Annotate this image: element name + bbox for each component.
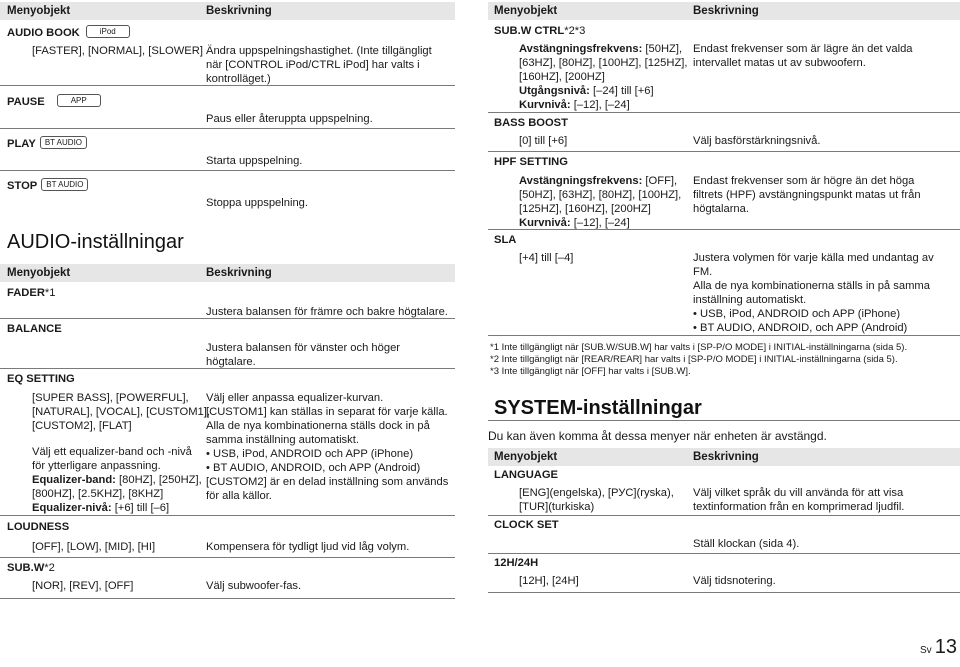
item-audio-book: AUDIO BOOK iPod (7, 25, 130, 40)
divider (0, 170, 455, 171)
clock-set-desc: Ställ klockan (sida 4). (693, 538, 800, 550)
item-pause: PAUSE APP (7, 94, 101, 109)
subw-ctrl-desc: Endast frekvenser som är lägre än det valda intervallet matas ut av subwoofern. (693, 43, 913, 69)
loudness-desc: Kompensera för tydligt ljud vid låg volym. (206, 541, 410, 553)
item-bass-boost: BASS BOOST (494, 117, 568, 129)
eq-desc: Välj eller anpassa equalizer-kurvan. [CUSTOM1] kan ställas in separat för varje källa. Alla de nya kombinationerna ställs dock in på samma inställning automatiskt. • USB, iPod, ANDROID och APP (iPhone) • BT AUDIO, ANDROID, och APP (Android) [CUSTOM2] är en delad inställning som används för alla källor. (206, 391, 456, 503)
page-footer (920, 636, 958, 658)
page-number: 13 (934, 636, 958, 658)
divider (488, 151, 960, 152)
language-desc: Välj vilket språk du vill använda för att visa textinformation från en komprimerad ljudfil. (693, 487, 905, 513)
sla-options: [+4] till [–4] (519, 252, 574, 264)
language-code: Sv (920, 645, 932, 656)
divider (488, 420, 960, 421)
divider (0, 85, 455, 86)
item-eq-setting: EQ SETTING (7, 373, 75, 385)
item-12h-24h: 12H/24H (494, 557, 539, 569)
hpf-desc: Endast frekvenser som är högre än det höga filtrets (HPF) avstängningspunkt matas ut från högtalarna. (693, 175, 921, 215)
table-header: Menyobjekt Beskrivning (488, 2, 960, 20)
table-header: Menyobjekt Beskrivning (0, 264, 455, 282)
header-menu-item: Menyobjekt (7, 5, 71, 17)
divider (0, 557, 455, 558)
divider (488, 229, 960, 230)
h24-options: [12H], [24H] (519, 575, 579, 587)
item-stop: STOP BT AUDIO (7, 178, 88, 193)
sla-desc: Justera volymen för varje källa med undantag av FM. Alla de nya kombinationerna ställs in på samma inställning automatiskt. • USB, iPod, ANDROID och APP (iPhone) • BT AUDIO, ANDROID, och APP (Android) (693, 251, 960, 335)
language-options: [ENG](engelska), [РУС](ryska), [TUR](turkiska) (519, 487, 674, 513)
item-sla: SLA (494, 234, 517, 246)
bt-audio-badge: BT AUDIO (41, 178, 88, 191)
bt-audio-badge: BT AUDIO (40, 136, 87, 149)
stop-desc: Stoppa uppspelning. (206, 197, 309, 209)
bass-boost-options: [0] till [+6] (519, 135, 568, 147)
fader-desc: Justera balansen för främre och bakre högtalare. (206, 306, 448, 318)
divider (488, 592, 960, 593)
item-language: LANGUAGE (494, 469, 559, 481)
subw-ctrl-options: Avstängningsfrekvens: [50HZ], [63HZ], [80HZ], [100HZ], [125HZ], [160HZ], [200HZ] Utgångsnivå: [–24] till [+6] Kurvnivå: [–12], [–24] (519, 43, 688, 111)
system-intro: Du kan även komma åt dessa menyer när enheten är avstängd. (488, 429, 827, 443)
divider (488, 553, 960, 554)
eq-options: [SUPER BASS], [POWERFUL], [NATURAL], [VOCAL], [CUSTOM1], [CUSTOM2], [FLAT] (32, 392, 210, 432)
table-header: Menyobjekt Beskrivning (488, 448, 960, 466)
divider (0, 598, 455, 599)
section-title-system: SYSTEM-inställningar (494, 397, 702, 419)
item-clock-set: CLOCK SET (494, 519, 559, 531)
h24-desc: Välj tidsnotering. (693, 575, 776, 587)
divider (488, 335, 960, 336)
footnotes: *1 Inte tillgängligt när [SUB.W/SUB.W] har valts i [SP-P/O MODE] i INITIAL-inställningarna (sida 5). *2 Inte tillgängligt när [REAR/REAR] har valts i [SP-P/O MODE] i INITIAL-inställningarna (sida 5). *3 Inte tillgängligt när [OFF] har valts i [SUB.W]. (490, 342, 908, 377)
divider (488, 515, 960, 516)
item-fader: FADER*1 (7, 287, 56, 299)
item-sub-w: SUB.W*2 (7, 562, 55, 574)
item-play: PLAY BT AUDIO (7, 136, 87, 151)
divider (0, 368, 455, 369)
audio-book-options: [FASTER], [NORMAL], [SLOWER] (32, 45, 203, 57)
play-desc: Starta uppspelning. (206, 155, 303, 167)
item-hpf-setting: HPF SETTING (494, 156, 568, 168)
audio-book-desc: Ändra uppspelningshastighet. (Inte tillgängligt när [CONTROL iPod/CTRL iPod] har valts i kontrolläget.) (206, 45, 432, 85)
item-sub-w-ctrl: SUB.W CTRL*2*3 (494, 25, 586, 37)
section-title-audio: AUDIO-inställningar (7, 231, 184, 253)
hpf-options: Avstängningsfrekvens: [OFF], [50HZ], [63HZ], [80HZ], [100HZ], [125HZ], [160HZ], [200HZ] Kurvnivå: [–12], [–24] (519, 175, 682, 229)
item-loudness: LOUDNESS (7, 521, 70, 533)
divider (0, 515, 455, 516)
bass-boost-desc: Välj basförstärkningsnivå. (693, 135, 821, 147)
divider (0, 128, 455, 129)
ipod-badge: iPod (86, 25, 130, 38)
subw-desc: Välj subwoofer-fas. (206, 580, 302, 592)
table-header (0, 2, 455, 20)
divider (0, 318, 455, 319)
header-description: Beskrivning (206, 5, 272, 17)
loudness-options: [OFF], [LOW], [MID], [HI] (32, 541, 156, 553)
divider (488, 112, 960, 113)
item-balance: BALANCE (7, 323, 62, 335)
eq-band-info: Välj ett equalizer-band och -nivå för ytterligare anpassning. Equalizer-band: [80HZ], [250HZ], [800HZ], [2.5KHZ], [8KHZ] Equalizer-nivå: [+6] till [–6] (32, 446, 202, 514)
app-badge: APP (57, 94, 101, 107)
subw-options: [NOR], [REV], [OFF] (32, 580, 134, 592)
balance-desc: Justera balansen för vänster och höger högtalare. (206, 342, 401, 368)
pause-desc: Paus eller återuppta uppspelning. (206, 113, 373, 125)
